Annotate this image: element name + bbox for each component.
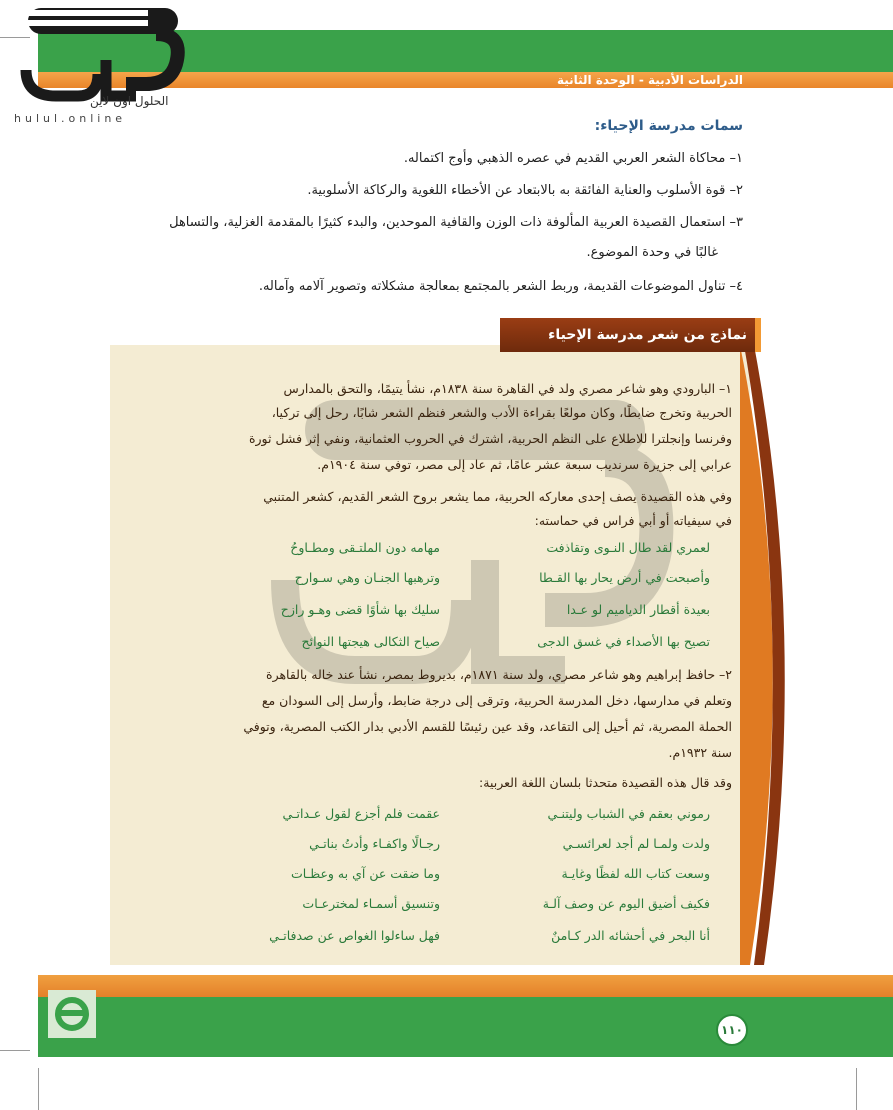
verse-first-half: وأصبحت في أرض يحار بها القـطا [539,570,710,585]
verse-first-half: أنا البحر في أحشائه الدر كـامنٌ [551,928,710,943]
crop-mark [38,1068,39,1110]
verse-first-half: وسعت كتاب الله لفظًا وغايـة [561,866,710,881]
hafez-line: الحملة المصرية، ثم أحيل إلى التقاعد، وقد عين رئيسًا للقسم الأدبي بدار الكتب المصرية، وتوفي [243,719,732,734]
feature-item: ٤– تناول الموضوعات القديمة، وربط الشعر بالمجتمع بمعالجة مشكلاته وتصوير آلامه وآماله. [258,279,743,294]
baroudi-line: ١– البارودي وهو شاعر مصري ولد في القاهرة سنة ١٨٣٨م، نشأ يتيمًا، والتحق بالمدارس [283,381,732,396]
verse-second-half: رجـالًا واكفـاء وأدتُ بناتـي [309,836,440,851]
header-title: الدراسات الأدبية - الوحدة الثانية [556,73,743,87]
hafez-line: سنة ١٩٣٢م. [668,745,732,760]
hafez-line: وقد قال هذه القصيدة متحدثا بلسان اللغة العربية: [479,775,732,790]
verse-second-half: وتنسيق أسمـاء لمخترعـات [302,896,440,911]
baroudi-line: وفي هذه القصيدة يصف إحدى معاركه الحربية، مما يشعر بروح الشعر القديم، كشعر المتنبي [263,489,732,504]
footer-orange-band [38,975,893,997]
verse-second-half: عقمت فلم أجزع لقول عـداتـي [282,806,440,821]
verse-second-half: وترهبها الجنـان وهي سـوارح [294,570,440,585]
verse-second-half: مهامه دون الملتـقى ومطـاوحُ [290,540,440,555]
verse-first-half: فكيف أضيق اليوم عن وصف آلـة [542,896,710,911]
verse-second-half: فهل ساءلوا الغواص عن صدفاتـي [269,928,440,943]
feature-item: ٣– استعمال القصيدة العربية المألوفة ذات الوزن والقافية الموحدين، والبدء كثيرًا بالمقدمة الغزلية، والتساهل [169,215,743,230]
crop-mark [856,1068,857,1110]
footer-green-band [38,997,893,1057]
verse-second-half: صياح الثكالى هيجتها النوائح [301,634,440,649]
verse-second-half: سليك بها شأوًا قضى وهـو رازح [280,602,440,617]
verse-second-half: وما ضقت عن آي به وعظـات [290,866,440,881]
footer-logo-icon [48,990,96,1038]
models-banner [500,318,761,352]
models-banner-text: نماذج من شعر مدرسة الإحياء [548,327,747,343]
decorative-swoosh [740,345,800,965]
baroudi-line: وفرنسا وإنجلترا للاطلاع على النظم الحربية، اشترك في الحروب العثمانية، ونفي إثر فشل ثورة [248,431,732,446]
features-heading: سمات مدرسة الإحياء: [594,118,743,134]
verse-first-half: ولدت ولمـا لم أجد لعرائسـي [562,836,710,851]
logo-arabic-text: الحلول اون لاين [90,94,169,108]
verse-first-half: تصيح بها الأصداء في غسق الدجى [537,634,710,649]
verse-first-half: رموني بعقم في الشباب وليتنـي [547,806,710,821]
hafez-line: وتعلم في مدارسها، دخل المدرسة الحربية، وترقى إلى درجة ضابط، وأرسل إلى السودان مع [261,693,732,708]
baroudi-line: الحربية وتخرج ضابطًا، وكان مولعًا بقراءة الأدب والشعر فنظم الشعر شابًا، رحل إلى تركيا، [271,405,732,420]
verse-first-half: بعيدة أقطار الدياميم لو عـدا [566,602,710,617]
hafez-line: ٢– حافظ إبراهيم وهو شاعر مصري، ولد سنة ١٨٧١م، بديروط بمصر، نشأ عند خاله بالقاهرة [266,667,732,682]
page-number: ١١٠ [716,1014,748,1046]
verse-first-half: لعمري لقد طال النـوى وتقاذفت [546,540,710,555]
baroudi-line: في سيفياته أو أبي فراس في حماسته: [534,513,732,528]
baroudi-line: عرابي إلى جزيرة سرنديب سبعة عشر عامًا، ثم عاد إلى مصر، توفي سنة ١٩٠٤م. [317,457,732,472]
feature-item-continuation: غالبًا في وحدة الموضوع. [586,245,718,260]
logo-latin-text: hulul.online [14,112,127,125]
feature-item: ٢– قوة الأسلوب والعناية الفائقة به بالابتعاد عن الأخطاء اللغوية والركاكة الأسلوبية. [307,183,743,198]
crop-mark [0,1050,30,1051]
feature-item: ١– محاكاة الشعر العربي القديم في عصره الذهبي وأوج اكتماله. [403,151,743,166]
